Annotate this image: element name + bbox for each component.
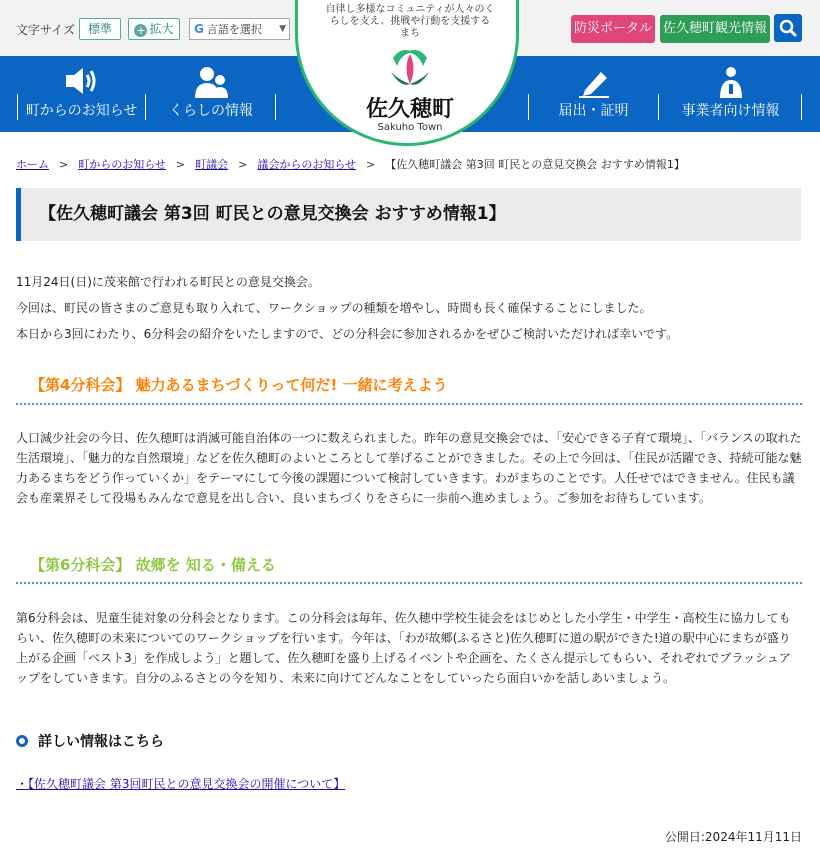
section-divider (16, 403, 802, 405)
people-icon (193, 66, 229, 98)
plus-icon: + (136, 24, 146, 37)
kanko-info-button[interactable]: 佐久穂町観光情報 (660, 15, 770, 43)
publish-date: 公開日:2024年11月11日 (664, 830, 802, 844)
language-select[interactable] (189, 18, 290, 40)
info-person-icon (717, 66, 745, 98)
language-select-label: 言語を選択 (206, 23, 262, 36)
nav-label: くらしの情報 (169, 103, 253, 119)
font-zoom-label: 拡大 (149, 22, 174, 36)
intro-paragraph: 本日から3回にわたり、6分科会の紹介をいたしますので、どの分科会に参加されるかをぜひご検討いただければ幸いです。 (16, 327, 679, 341)
section-heading-4: 【第4分科会】 魅力あるまちづくりって何だ! 一緒に考えよう (30, 376, 448, 394)
intro-paragraph: 11月24日(日)に茂来館で行われる町民との意見交換会。 (16, 275, 320, 289)
info-link[interactable]: ・【佐久穂町議会 第3回町民との意見交換会の開催について】 (16, 777, 346, 791)
info-heading-label: 詳しい情報はこちら (38, 734, 164, 750)
search-button[interactable] (774, 14, 802, 42)
section-heading-6: 【第6分科会】 故郷を 知る・備える (30, 556, 276, 574)
chevron-down-icon: ▼ (279, 24, 286, 34)
breadcrumb-separator: > (175, 158, 186, 171)
nav-label: 届出・証明 (558, 103, 629, 119)
nav-item-notifications[interactable] (528, 56, 659, 132)
logo-english-name: Sakuho Town (377, 122, 443, 133)
logo-tagline: 自律し多様なコミュニティが人々のくらしを支え、挑戦や行動を支援するまち (325, 4, 495, 39)
town-emblem-icon (383, 44, 437, 90)
breadcrumb-separator: > (59, 158, 69, 171)
section-divider (16, 582, 802, 584)
breadcrumb-town-news[interactable]: 町からのお知らせ (78, 158, 166, 171)
logo-name: 佐久穂町 (365, 97, 454, 122)
nav-label: 町からのお知らせ (25, 103, 138, 119)
breadcrumb-separator: > (366, 158, 376, 171)
section-body-6: 第6分科会は、児童生徒対象の分科会となります。この分科会は毎年、佐久穂中学校生徒会をはじめとした小学生・中学生・高校生に協力してもらい、佐久穂町の未来についてのワークショップを行います。今年は、「わが故郷(ふるさと)佐久穂町に道の駅ができた!道の駅中心にまちが盛り上がる企画「ベスト3」を作成しよう」と題して、佐久穂町を盛り上げるイベントや企画を、たくさん提示してもらい、それぞれでブラッシュアップをしていきます。自分のふるさとの今を知り、未来に向けてどんなことをしていったら面白いかを話しあいましょう。 (16, 611, 791, 685)
breadcrumb-current: 【佐久穂町議会 第3回 町民との意見交換会 おすすめ情報1】 (385, 158, 685, 171)
breadcrumb-home[interactable]: ホーム (16, 158, 49, 171)
ring-bullet-icon (16, 735, 28, 747)
pencil-icon (577, 66, 611, 98)
nav-item-town-news[interactable] (17, 56, 146, 132)
font-zoom-button[interactable] (128, 18, 180, 40)
bousai-portal-button[interactable]: 防災ポータル (571, 15, 655, 43)
font-standard-button[interactable]: 標準 (79, 18, 121, 40)
page-title: 【佐久穂町議会 第3回 町民との意見交換会 おすすめ情報1】 (16, 188, 801, 241)
nav-divider (275, 94, 276, 120)
info-heading (16, 731, 164, 751)
breadcrumb-council[interactable]: 町議会 (195, 158, 229, 171)
nav-divider (801, 94, 802, 120)
breadcrumb-separator: > (238, 158, 248, 171)
nav-item-living[interactable] (146, 56, 276, 132)
nav-item-business[interactable] (659, 56, 802, 132)
font-size-label: 文字サイズ (16, 23, 76, 37)
breadcrumb-council-news[interactable]: 議会からのお知らせ (257, 158, 356, 171)
nav-label: 事業者向け情報 (681, 103, 780, 119)
speaker-icon (63, 66, 101, 96)
search-icon (774, 14, 802, 42)
google-icon: G (194, 22, 204, 36)
breadcrumb (16, 156, 685, 172)
section-body-4: 人口減少社会の今日、佐久穂町は消滅可能自治体の一つに数えられました。昨年の意見交換会では、「安心できる子育て環境」、「バランスの取れた生活環境」、「魅力的な自然環境」などを佐久穂町のよいところとして挙げることができました。その上で今回は、「住民が活躍でき、持続可能な魅力あるまちをどう作っていくか」をテーマにして今後の課題について検討していきます。わがまちのことです。人任せではできません。住民も議会も産業界そして役場もみんなで意見を出し合い、良いまちづくりをさらに一歩前へ進めましょう。ご参加をお待ちしています。 (16, 431, 802, 505)
intro-paragraph: 今回は、町民の皆さまのご意見も取り入れて、ワークショップの種類を増やし、時間も長く確保することにしました。 (16, 301, 652, 315)
